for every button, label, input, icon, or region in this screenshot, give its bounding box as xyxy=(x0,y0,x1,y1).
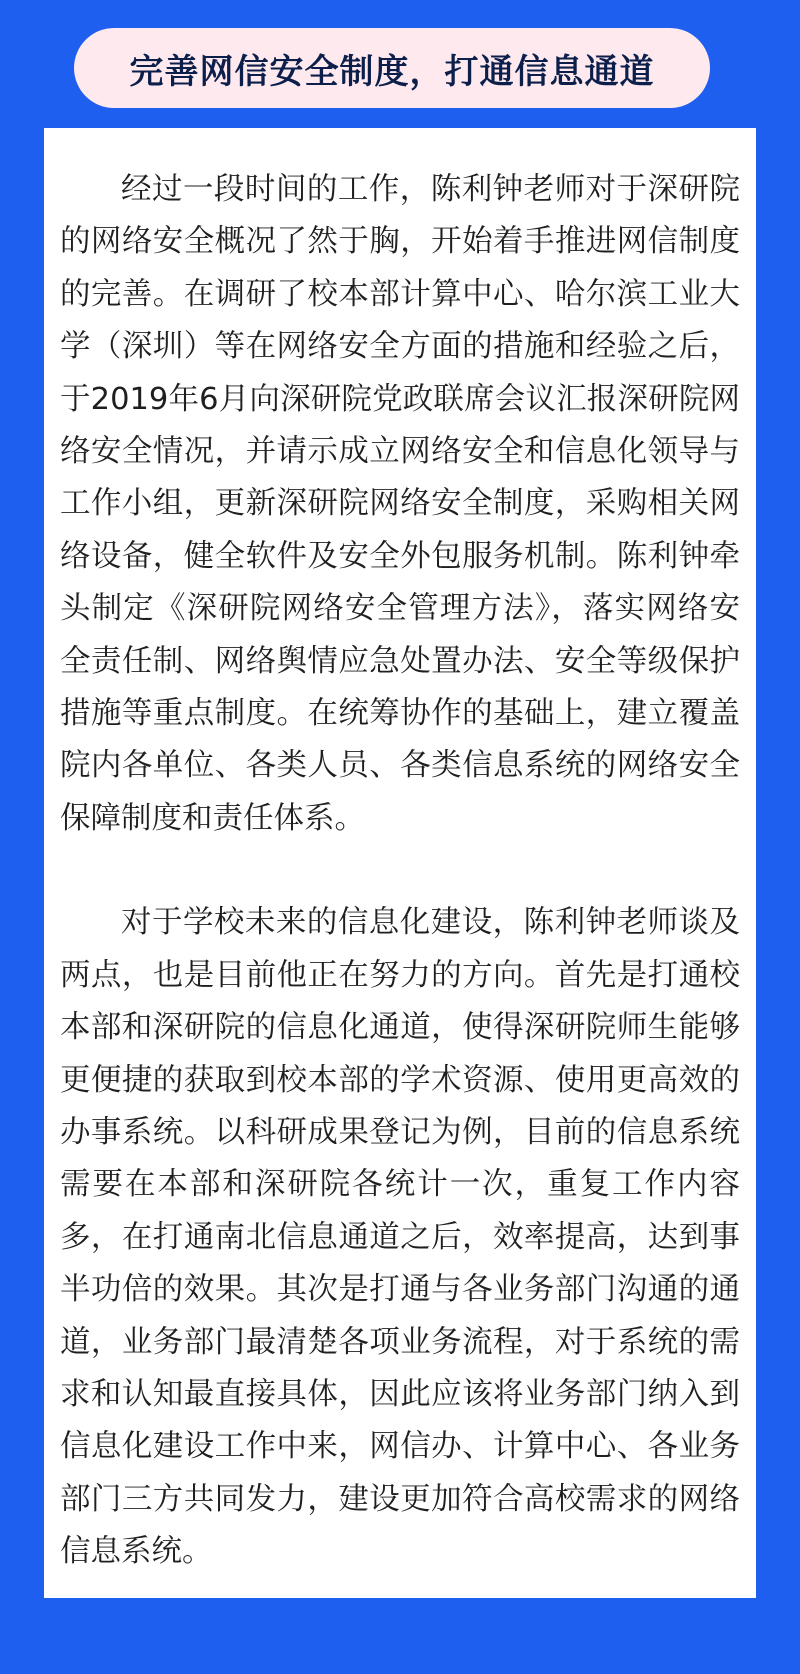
section-title: 完善网信安全制度，打通信息通道 xyxy=(129,51,655,92)
paragraph-future-construction: 对于学校未来的信息化建设，陈利钟老师谈及两点，也是目前他正在努力的方向。首先是打通校本部和深研院的信息化通道，使得深研院师生能够更便捷的获取到校本部的学术资源、使用更高效的办事系统。以科研成果登记为例，目前的信息系统需要在本部和深研院各统计一次，重复工作内容多，在打通南北信息通道之后，效率提高，达到事半功倍的效果。其次是打通与各业务部门沟通的通道，业务部门最清楚各项业务流程，对于系统的需求和认知最直接具体，因此应该将业务部门纳入到信息化建设工作中来，网信办、计算中心、各业务部门三方共同发力，建设更加符合高校需求的网络信息系统。 xyxy=(60,905,740,1570)
article-body xyxy=(60,164,740,1579)
article-card xyxy=(44,128,756,1598)
paragraph-security-system: 经过一段时间的工作，陈利钟老师对于深研院的网络安全概况了然于胸，开始着手推进网信制度的完善。在调研了校本部计算中心、哈尔滨工业大学（深圳）等在网络安全方面的措施和经验之后，于2019年6月向深研院党政联席会议汇报深研院网络安全情况，并请示成立网络安全和信息化领导与工作小组，更新深研院网络安全制度，采购相关网络设备，健全软件及安全外包服务机制。陈利钟牵头制定《深研院网络安全管理方法》，落实网络安全责任制、网络舆情应急处置办法、安全等级保护措施等重点制度。在统筹协作的基础上，建立覆盖院内各单位、各类人员、各类信息系统的网络安全保障制度和责任体系。 xyxy=(60,172,740,836)
section-title-banner xyxy=(74,28,710,108)
